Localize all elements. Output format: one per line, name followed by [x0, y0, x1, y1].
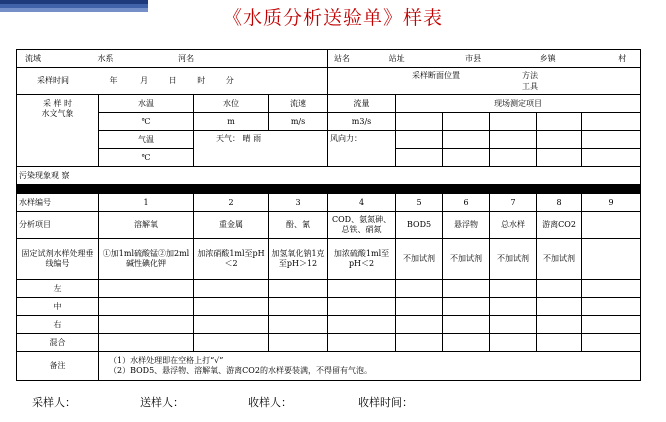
- entry-cell[interactable]: [396, 334, 443, 352]
- field-cell[interactable]: [582, 113, 641, 131]
- hydro-label-line1: 采 样 时: [42, 99, 73, 108]
- entry-cell[interactable]: [582, 280, 641, 298]
- sample-number: 2: [194, 194, 269, 212]
- entry-cell[interactable]: [194, 298, 269, 316]
- pollution-observation-label: 污染现象观 察: [19, 170, 70, 180]
- field-measurement-header: 现场测定项目: [396, 95, 641, 113]
- entry-cell[interactable]: [443, 280, 490, 298]
- position-label: 左: [17, 280, 99, 298]
- field-cell[interactable]: [537, 131, 582, 149]
- analysis-item: 重金属: [194, 212, 269, 239]
- analysis-items-label: 分析项目: [17, 212, 99, 239]
- river-name-label: 河名: [178, 53, 195, 63]
- receiver-label: 收样人：: [248, 396, 292, 409]
- entry-cell[interactable]: [582, 298, 641, 316]
- field-cell[interactable]: [443, 149, 490, 167]
- water-system-label: 水系: [97, 53, 114, 63]
- entry-cell[interactable]: [443, 298, 490, 316]
- position-label: 混合: [17, 334, 99, 352]
- sample-number: 5: [396, 194, 443, 212]
- analysis-item: 总水样: [490, 212, 537, 239]
- fixative: ①加1ml硫酸锰②加2ml碱性碘化钾: [99, 239, 194, 280]
- water-level-header: 水位: [194, 95, 269, 113]
- entry-cell[interactable]: [396, 280, 443, 298]
- sampling-time-cell: [17, 68, 328, 95]
- wind-label: 风向力：: [330, 134, 363, 143]
- fixative: 加氢氧化钠1克至pH＞12: [269, 239, 328, 280]
- entry-cell[interactable]: [490, 280, 537, 298]
- year-label: 年: [109, 76, 118, 85]
- pollution-observation-cell: [17, 167, 641, 185]
- field-cell[interactable]: [490, 149, 537, 167]
- receive-time-label: 收样时间：: [358, 396, 413, 409]
- page-title: 《水质分析送验单》样表: [222, 7, 443, 29]
- entry-cell[interactable]: [269, 280, 328, 298]
- water-temp-unit: ℃: [99, 113, 194, 131]
- minute-label: 分: [225, 76, 234, 85]
- hour-label: 时: [197, 76, 206, 85]
- sample-number: 3: [269, 194, 328, 212]
- fixative: 不加试剂: [490, 239, 537, 280]
- fixative: 加浓硝酸1ml至pH＜2: [194, 239, 269, 280]
- analysis-item: 酚、氰: [269, 212, 328, 239]
- method-label: 方法: [522, 71, 539, 80]
- entry-cell[interactable]: [269, 298, 328, 316]
- entry-cell[interactable]: [194, 316, 269, 334]
- entry-cell[interactable]: [537, 298, 582, 316]
- field-cell[interactable]: [396, 149, 443, 167]
- entry-cell[interactable]: [99, 334, 194, 352]
- entry-cell[interactable]: [443, 316, 490, 334]
- entry-cell[interactable]: [490, 298, 537, 316]
- fixative: 不加试剂: [537, 239, 582, 280]
- entry-cell[interactable]: [328, 316, 396, 334]
- analysis-item: [582, 212, 641, 239]
- note-line: （2）BOD5、悬浮物、溶解氧、游离CO2的水样要装满，不得留有气泡。: [109, 366, 372, 375]
- analysis-item: 游离CO2: [537, 212, 582, 239]
- entry-cell[interactable]: [269, 316, 328, 334]
- position-label: 右: [17, 316, 99, 334]
- section-position-cell: [328, 68, 641, 95]
- field-cell[interactable]: [396, 113, 443, 131]
- entry-cell[interactable]: [99, 298, 194, 316]
- hydro-label-line2: 水文气象: [41, 109, 74, 118]
- notes-cell: [99, 352, 641, 381]
- basin-row-cell: [17, 50, 328, 68]
- field-cell[interactable]: [490, 113, 537, 131]
- field-cell[interactable]: [490, 131, 537, 149]
- air-temp-unit: ℃: [99, 149, 194, 167]
- analysis-item: BOD5: [396, 212, 443, 239]
- basin-label: 流域: [25, 53, 41, 63]
- entry-cell[interactable]: [269, 334, 328, 352]
- sample-number: 6: [443, 194, 490, 212]
- sample-number: 7: [490, 194, 537, 212]
- section-position-label: 采样断面位置: [412, 71, 461, 80]
- sender-label: 送样人：: [140, 396, 184, 409]
- entry-cell[interactable]: [396, 298, 443, 316]
- sample-number-label: 水样编号: [17, 194, 99, 212]
- field-cell[interactable]: [582, 149, 641, 167]
- entry-cell[interactable]: [490, 334, 537, 352]
- sample-number: 4: [328, 194, 396, 212]
- water-temp-header: 水温: [99, 95, 194, 113]
- entry-cell[interactable]: [99, 280, 194, 298]
- entry-cell[interactable]: [396, 316, 443, 334]
- entry-cell[interactable]: [537, 316, 582, 334]
- entry-cell[interactable]: [490, 316, 537, 334]
- flow-rate-unit: m3/s: [328, 113, 396, 131]
- air-temp-header: 气温: [99, 131, 194, 149]
- sample-number: 9: [582, 194, 641, 212]
- analysis-item: 悬浮物: [443, 212, 490, 239]
- entry-cell[interactable]: [537, 334, 582, 352]
- fixative-label: 固定试剂水样处理垂线编号: [17, 239, 99, 280]
- sampling-time-label: 采样时间: [37, 76, 69, 85]
- note-line: （1）水样处理即在空格上打“√”: [109, 356, 224, 365]
- field-cell[interactable]: [537, 113, 582, 131]
- field-cell[interactable]: [537, 149, 582, 167]
- fixative: 不加试剂: [443, 239, 490, 280]
- weather-label: 天气： 晴 雨: [216, 134, 262, 143]
- entry-cell[interactable]: [328, 298, 396, 316]
- township-label: 乡镇: [539, 53, 556, 63]
- field-cell[interactable]: [396, 131, 443, 149]
- sampler-label: 采样人：: [32, 396, 76, 409]
- station-row-cell: [328, 50, 641, 68]
- separator-bar: [17, 185, 641, 194]
- sample-number: 8: [537, 194, 582, 212]
- water-level-unit: m: [194, 113, 269, 131]
- fixative: 加浓硫酸1ml至pH＜2: [328, 239, 396, 280]
- entry-cell[interactable]: [328, 280, 396, 298]
- day-label: 日: [168, 76, 177, 85]
- entry-cell[interactable]: [582, 316, 641, 334]
- tool-label: 工具: [522, 82, 539, 91]
- analysis-item: COD、氨氮砷、总铁、硝氮: [328, 212, 396, 239]
- flow-velocity-header: 流速: [269, 95, 328, 113]
- water-analysis-form: [16, 49, 641, 381]
- entry-cell[interactable]: [194, 334, 269, 352]
- flow-rate-header: 流量: [328, 95, 396, 113]
- field-cell[interactable]: [582, 131, 641, 149]
- wind-cell: [328, 131, 396, 167]
- station-name-label: 站名: [334, 53, 351, 63]
- sample-number: 1: [99, 194, 194, 212]
- entry-cell[interactable]: [537, 280, 582, 298]
- entry-cell[interactable]: [443, 334, 490, 352]
- station-address-label: 站址: [388, 53, 405, 63]
- field-cell[interactable]: [443, 113, 490, 131]
- analysis-item: 溶解氧: [99, 212, 194, 239]
- entry-cell[interactable]: [99, 316, 194, 334]
- position-label: 中: [17, 298, 99, 316]
- month-label: 月: [140, 76, 149, 85]
- flow-velocity-unit: m/s: [269, 113, 328, 131]
- entry-cell[interactable]: [582, 334, 641, 352]
- village-label: 村: [618, 53, 627, 63]
- hydro-label-cell: [17, 95, 99, 167]
- fixative: 不加试剂: [396, 239, 443, 280]
- city-county-label: 市县: [465, 53, 482, 63]
- entry-cell[interactable]: [194, 280, 269, 298]
- notes-label: 备注: [17, 352, 99, 381]
- weather-cell: [194, 131, 328, 167]
- entry-cell[interactable]: [328, 334, 396, 352]
- field-cell[interactable]: [443, 131, 490, 149]
- fixative: [582, 239, 641, 280]
